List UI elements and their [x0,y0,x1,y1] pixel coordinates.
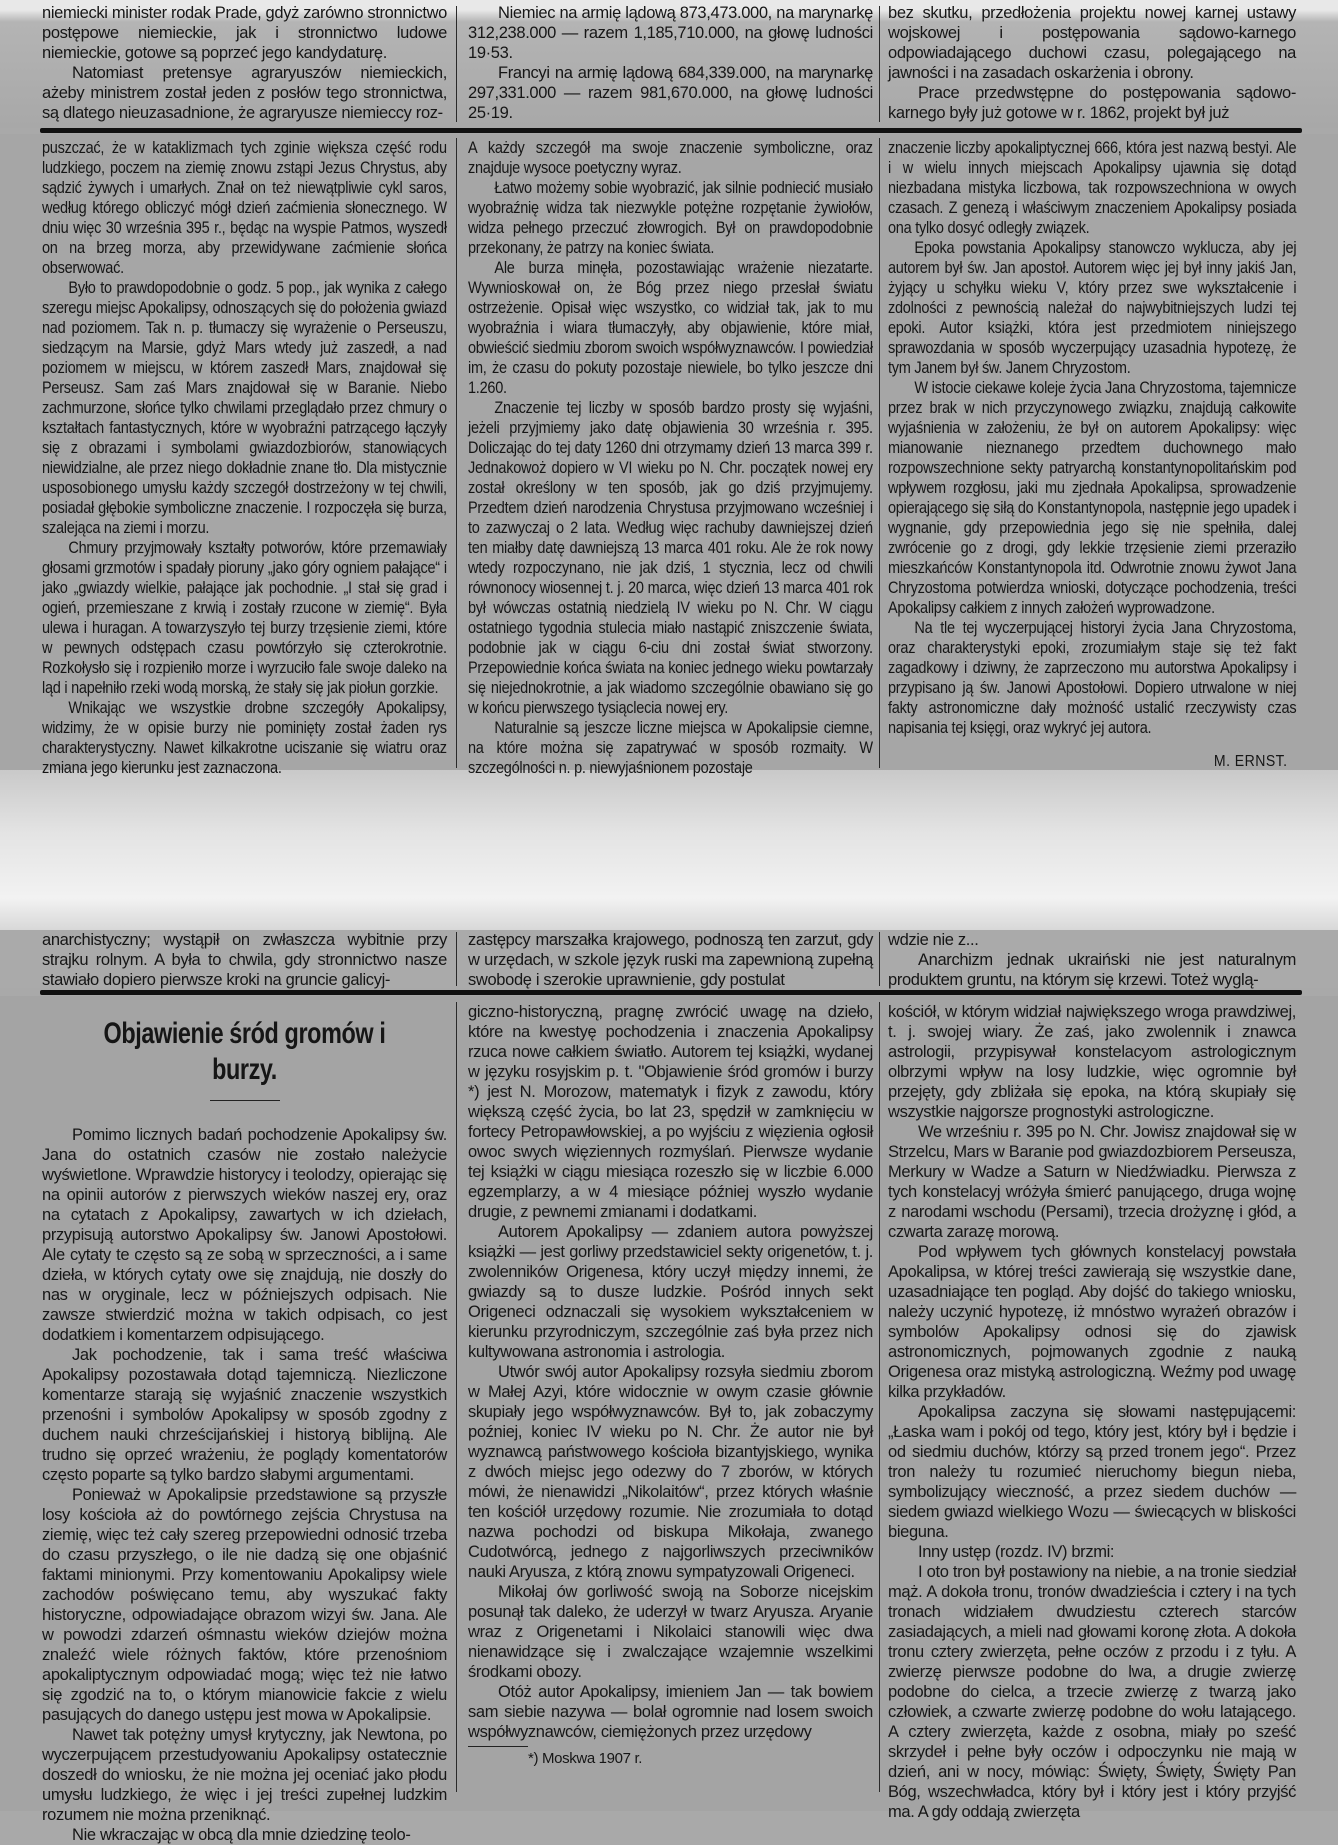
upper-column-1 [42,138,447,778]
paragraph: Natomiast pretensye agraryuszów niemieckich, ażeby ministrem został jeden z posłów tego stronnictwa, są dlatego nieuzasadnione, że agraryusze niemieccy roz- [42,64,447,122]
paragraph: anarchistyczny; wystąpił on zwłaszcza wybitnie przy strajku rolnym. A była to chwila, gdy stronnictwo nasze stawiało dopiero pierwsze kroki na gruncie galicyj- [42,931,447,989]
top-column-3 [888,3,1296,125]
strip-column-2 [468,930,873,990]
paragraph: Francyi na armię lądową 684,339.000, na marynarkę 297,331.000 — razem 981,670.000, na głowę ludności 25·19. [468,64,873,122]
paragraph: kościół, w którym widział największego wroga prawdziwej, t. j. swojej wiary. Że zaś, jako zwolennik i znawca astrologii, przypisywał konstelacyom astrologicznym olbrzymi wpływ na losy ludzkie, więc ogromnie był przejęty, gdy zbliżała się epoka, na którą skupiały się wszystkie najgorsze prognostyki astrologiczne. [888,1003,1296,1121]
column-divider [879,1002,880,1792]
paragraph: Nie wkraczając w obcą dla mnie dziedzinę teolo- [72,1826,411,1844]
paragraph: Epoka powstania Apokalipsy stanowczo wyklucza, aby jej autorem był św. Jan apostoł. Autorem więc jej był inny jakiś Jan, żyjący u schyłku wieku V, który przez swe wykształcenie i zdolności z pewnością należał do najwybitniejszych ludzi tej epoki. Autor książki, która jest przedmiotem niniejszego sprawozdania w sposób wyczerpujący uzasadnia hypotezę, że tym Janem był św. Janem Chryzostom. [888,239,1297,377]
column-divider [456,1002,457,1792]
column-divider [879,6,880,122]
paragraph: niemiecki minister rodak Prade, gdyż zarówno stronnictwo postępowe niemieckie, jak i stronnictwo ludowe niemieckie, gotowe są poprzeć jego kandydaturę. [42,4,447,62]
article-title: Objawienie śród gromów i burzy. [103,1017,386,1086]
upper-column-3 [888,138,1296,772]
column-divider [456,932,457,986]
paragraph: Na tle tej wyczerpującej historyi życia Jana Chryzostoma, oraz charakterystyki epoki, zrozumiałym staje się też fakt zagadkowy i dziwny, że zaprzeczono mu autorstwa Apokalipsy i przypisano ją św. Janowi Apostołowi. Dopiero utrwalone w niej fakty astronomiczne dały możność ustalić rzeczywisty czas napisania tej księgi, oraz wykryć jej autora. [888,619,1297,737]
strip-column-1 [42,930,447,990]
paragraph: znaczenie liczby apokaliptycznej 666, która jest nazwą bestyi. Ale i w wielu innych miejscach Apokalipsy ujawnia się dotąd niezbadana mistyka liczbowa, tak rozpowszechniona w owych czasach. Z genezą i właściwym znaczeniem Apokalipsy posiada ona tylko dosyć odległy związek. [888,139,1297,237]
paragraph: W istocie ciekawe koleje życia Jana Chryzostoma, tajemnicze przez brak w nich przyczynowego związku, znajdują całkowite wyjaśnienia w założeniu, że był on autorem Apokalipsy: więc mianowanie nieznanego przedtem duchownego mało rozpowszechnione sekty patryarchą konstantynopolitańskim pod wpływem rozgłosu, jaki mu zjednała Apokalipsa, sprowadzenie opierającego się siłą do Konstantynopola, następnie jego upadek i wygnanie, gdy przepowiednia jego się nie spełniła, dalej zwrócenie go z drogi, gdy lekkie trzęsienie ziemi przeraziło mieszkańców Konstantynopola itd. Odwrotnie znowu żywot Jana Chryzostoma potwierdza wnioski, dotyczące pochodzenia, treści Apokalipsy całkiem z innych założeń wyprowadzone. [888,379,1297,617]
paragraph: Mikołaj ów gorliwość swoją na Soborze nicejskim posunął tak daleko, że uderzył w twarz Aryusza. Aryanie wraz z Origenetami i Nikolaici stanowili więc dwa nienawidzące się i zwalczające wzajemnie wszelkimi środkami obozy. [468,1583,873,1681]
paragraph: wdzie nie z... [888,931,979,949]
paragraph: Otóż autor Apokalipsy, imieniem Jan — tak bowiem sam siebie nazywa — bolał ogromnie nad losem swoich współwyznawców, ciemiężonych przez urzędowy [468,1683,873,1741]
paragraph: Autorem Apokalipsy — zdaniem autora powyższej książki — jest gorliwy przedstawiciel sekty origenetów, t. j. zwolenników Origenesa, który uczył między innemi, że gwiazdy są to dusze ludzkie. Pośród innych sekt Origeneci odznaczali się wysokiem wykształceniem w kierunku przyrodniczym, szczególnie zaś była przez nich kultywowana astronomia i astrologia. [468,1223,873,1361]
page-gap [0,770,1338,930]
footnote: *) Moskwa 1907 r. [528,1750,643,1767]
paragraph: puszczać, że w kataklizmach tych zginie większa część rodu ludzkiego, poczem na ziemię znowu zstąpi Jezus Chrystus, aby sądzić żywych i umarłych. Znał on też niewątpliwie cykl saros, według którego obliczyć mógł dzień zaćmienia słonecznego. W dniu więc 30 września 395 r., będąc na wyspie Patmos, wyszedł on na brzeg morza, aby przewidywane zaćmienie słońca obserwować. [42,139,447,277]
section-rule [40,128,1302,133]
article-section [0,996,1338,1844]
paragraph: Pod wpływem tych głównych konstelacyj powstała Apokalipsa, w której treści zawierają się wszystkie dane, uzasadniające ten pogląd. Aby dojść do takiego wniosku, należy uczynić hypotezę, iż mnóstwo wyrażeń obrazów i symbolów Apokalipsy odnosi się do zjawisk astronomicznych, pojmowanych zgodnie z nauką Origenesa oraz mistyką astrologiczną. Weźmy pod uwagę kilka przykładów. [888,1243,1296,1401]
paragraph: Łatwo możemy sobie wyobrazić, jak silnie podniecić musiało wyobraźnię widza tak niezwykle potężne rozpętanie żywiołów, widza pełnego przeczuć złowrogich. Był on prawdopodobnie przekonany, że patrzy na koniec świata. [468,179,873,257]
paragraph: zastępcy marszałka krajowego, podnoszą ten zarzut, gdy w urzędach, w szkole język ruski ma zapewnioną zupełną swobodę i szerokie uprawnienie, gdy postulat [468,931,873,989]
paragraph: Anarchizm jednak ukraiński nie jest naturalnym produktem gruntu, na którym się krzewi. Toteż wyglą- [888,951,1296,989]
paragraph: Pomimo licznych badań pochodzenie Apokalipsy św. Jana do ostatnich czasów nie zostało należycie wyświetlone. Wprawdzie historycy i teolodzy, opierając się na opinii autorów z pierwszych wieków naszej ery, oraz na cytatach z Apokalipsy, zawartych w ich dziełach, przypisują autorstwo Apokalipsy św. Janowi Apostołowi. Ale cytaty te często są ze sobą w sprzeczności, a i same dzieła, w których cytaty owe się znajdują, nie doszły do nas w oryginale, lecz w późniejszych odpisach. Nie zawsze stwierdzić można w takich odpisach, co jest dodatkiem i komentarzem odpisującego. [42,1126,447,1344]
paragraph: Wnikając we wszystkie drobne szczegóły Apokalipsy, widzimy, że w opisie burzy nie pominięty został żaden rys charakterystyczny. Nawet kilkakrotne uciszanie się wiatru oraz zmiana jego kierunku jest zaznaczona. [42,699,447,777]
top-fragment-section [0,0,1338,128]
top-column-1 [42,3,447,125]
paragraph: Prace przedwstępne do postępowania sądowo-karnego były już gotowe w r. 1862, projekt był już [888,84,1296,122]
paragraph: Ponieważ w Apokalipsie przedstawione są przyszłe losy kościoła aż do powtórnego zejścia Chrystusa na ziemię, więc też cały szereg przepowiedni odnosić trzeba do czasu przyszłego, o ile nie dadzą się one objaśnić faktami minionymi. Przy komentowaniu Apokalipsy wiele zachodów poświęcano temu, aby wyszukać fakty historyczne, odpowiadające obrazom wizyi św. Jana. Ale w powodzi zdarzeń ośmnastu wieków dziejów można znaleźć wiele różnych faktów, które przenośniom apokaliptycznym odpowiadać mogą; więc też nie łatwo się zgodzić na to, o którym mianowicie fakcie z wielu pasujących do danego ustępu jest mowa w Apokalipsie. [42,1486,447,1724]
title-rule [210,1100,280,1101]
column-divider [456,138,457,768]
top-column-2 [468,3,873,125]
paragraph: We wrześniu r. 395 po N. Chr. Jowisz znajdował się w Strzelcu, Mars w Baranie pod gwiazdozbiorem Perseusza, Merkury w Wadze a Saturn w Niedźwiadku. Pierwsza z tych konstelacyj wróżyła śmierć panującego, druga wojnę z narodami wschodu (Persami), trzecia drożyznę i głód, a czwarta zarazę morową. [888,1123,1296,1241]
paragraph: Znaczenie tej liczby w sposób bardzo prosty się wyjaśni, jeżeli przyjmiemy jako datę objawienia 30 września r. 395. Doliczając do tej daty 1260 dni otrzymamy dzień 13 marca 399 r. Jednakowoż dopiero w VI wieku po N. Chr. początek nowej ery został określony w ten sposób, jak go dziś przyjmujemy. Przedtem dzień narodzenia Chrystusa przyjmowano wcześniej i to zazwyczaj o 2 lata. Według więc rachuby dawniejszej dzień ten miałby datę dawniejszą 13 marca 401 roku. Ale że rok nowy wtedy rozpoczynano, nie jak dziś, 1 stycznia, lecz od chwili równonocy wiosennej t. j. 20 marca, więc dzień 13 marca 401 rok był wówczas ostatnią niedzielą IV wieku po N. Chr. W ciągu ostatniego tygodnia stulecia miało nastąpić zniszczenie świata, podobnie jak w ciągu 6-ciu dni został świat stworzony. Przepowiednie końca świata na koniec jednego wieku powtarzały się niejednokrotnie, a jak wiadomo szczególnie obawiano się go w końcu pierwszego tysiąclecia nowej ery. [468,399,873,717]
strip-section [0,930,1338,988]
strip-column-3 [888,930,1296,990]
paragraph: Chmury przyjmowały kształty potworów, które przemawiały głosami grzmotów i spadały pioruny „jako góry ogniem pałające“ i jako „gwiazdy wielkie, pałające jak pochodnie. „I stał się grad i ogień, przemieszane z krwią i zostały rzucone w ziemię“. Była ulewa i huragan. A towarzyszyło tej burzy trzęsienie ziemi, które w pewnych odstępach czasu powtórzyło się czterokrotnie. Rozkołysło się i rozpieniło morze i wyrzuciło fale swoje daleko na ląd i napełniło rzeki wodą morską, że stały się jak piołun gorzkie. [42,539,447,697]
main-upper-section [0,134,1338,777]
paragraph: Inny ustęp (rozdz. IV) brzmi: [918,1543,1115,1561]
paragraph: A każdy szczegół ma swoje znaczenie symboliczne, oraz znajduje wysoce poetyczny wyraz. [468,139,873,177]
article-column-1 [42,1002,447,1844]
paragraph: giczno-historyczną, pragnę zwrócić uwagę na dzieło, które na kwestyę pochodzenia i znaczenia Apokalipsy rzuca nowe całkiem światło. Autorem tej książki, wydanej w języku rosyjskim p. t. "Objawienie śród gromów i burzy *) jest N. Morozow, matematyk i fizyk z zawodu, który większą część życia, bo lat 23, spędził w zamknięciu w fortecy Petropawłowskiej, a po wyjściu z więzienia ogłosił owoc swych więziennych rozmyślań. Pierwsze wydanie tej książki w ciągu miesiąca rozeszło się w liczbie 6.000 egzemplarzy, a w 4 miesiące później wyszło wydanie drugie, z pewnemi zmianami i dodatkami. [468,1003,873,1221]
paragraph: Nawet tak potężny umysł krytyczny, jak Newtona, po wyczerpującem przestudyowaniu Apokalipsy ostatecznie doszedł do wniosku, że nie można jej oceniać jako płodu umysłu ludzkiego, że więc i jej treści zupełnej ludzkim rozumem nie można przeniknąć. [42,1726,447,1824]
paragraph: Apokalipsa zaczyna się słowami następującemi: „Łaska wam i pokój od tego, który jest, który był i będzie i od siedmiu duchów, którzy są przed tronem jego“. Przez tron należy tu rozumieć nieruchomy biegun nieba, symbolizujący wieczność, a przez siedem duchów — siedem gwiazd wielkiego Wozu — świecących w bliskości bieguna. [888,1403,1296,1541]
author-signature: M. ERNST. [1213,753,1288,770]
paragraph: I oto tron był postawiony na niebie, a na tronie siedział mąż. A dokoła tronu, tronów dwadzieścia i cztery i na tych tronach widziałem dwudziestu czterech starców zasiadających, a mieli nad głowami koronę złota. A dokoła tronu cztery zwierzęta, pełne oczów z przodu i z tyłu. A zwierzę pierwsze podobne do lwa, a drugie zwierzę podobne do cielca, a trzecie zwierzę z twarzą jako człowiek, a czwarte zwierzę podobne do wołu latającego. A cztery zwierzęta, każde z osobna, miały po sześć skrzydeł i pełne były oczów i odpoczynku nie mają w dzień, ani w nocy, mówiąc: Święty, Święty, Święty Pan Bóg, wszechwładca, który był i który jest i który przyjść ma. A gdy oddają zwierzęta [888,1563,1296,1821]
paragraph: Utwór swój autor Apokalipsy rozsyła siedmiu zborom w Małej Azyi, które widocznie w owym czasie głównie skupiały jego współwyznawców. Był to, jak zobaczymy poźniej, koniec IV wieku po N. Chr. Że autor nie był wyznawcą państwowego kościoła bizantyjskiego, wynika z dwóch miejsc jego odezwy do 7 zborów, w których mówi, że nienawidzi „Nikolaitów“, przez których właśnie ten kościół urzędowy rozumie. Nie zrozumiała to dotąd nazwa pochodzi od biskupa Mikołaja, zwanego Cudotwórcą, jednego z najgorliwszych przeciwników nauki Aryusza, z którą znowu sympatyzowali Origeneci. [468,1363,873,1581]
footnote-rule [468,1746,528,1747]
column-divider [456,6,457,122]
article-column-2 [468,1002,873,1807]
section-rule [40,990,1302,995]
paragraph: bez skutku, przedłożenia projektu nowej karnej ustawy wojskowej i postępowania sądowo-karnego odpowiadającego duchowi czasu, polegającego na jawności i na zasadach oskarżenia i obrony. [888,4,1296,82]
paragraph: Naturalnie są jeszcze liczne miejsca w Apokalipsie ciemne, na które można się zapatrywać w sposób rozmaity. W szczególności n. p. niewyjaśnionem pozostaje [468,719,873,777]
paragraph: Było to prawdopodobnie o godz. 5 pop., jak wynika z całego szeregu miejsc Apokalipsy, odnoszących się do położenia gwiazd nad poziomem. Tak n. p. tłumaczy się wyrażenie o Perseuszu, siedzącym na Marsie, gdyż Mars wtedy już zaszedł, a nad poziomem w miejscu, w którem zaszedł Mars, znajdował się Perseusz. Sam zaś Mars znajdował się w Baranie. Niebo zachmurzone, słońce tylko chwilami przeglądało przez chmury o kształtach fantastycznych, które w wyobraźni patrzącego łączyły się z obrazami i symbolami gwiazdozbiorów, stanowiących niewidzialne, ale przez niego dokładnie znane tło. Dla mistycznie usposobionego umysłu każdy szczegół dostrzeżony w tej chwili, posiadał głębokie symboliczne znaczenie. I rozpoczęła się burza, szalejąca na ziemi i morzu. [42,279,447,537]
column-divider [879,932,880,986]
paragraph: Ale burza minęła, pozostawiając wrażenie niezatarte. Wywnioskował on, że Bóg przez niego przesłał światu ostrzeżenie. Opisał więc wszystko, co widział tak, jak to mu wyobraźnia i wiara tłumaczyły, aby objawienie, które miał, obwieścić siedmiu zborom swoich współwyznawców. I powiedział im, że czasu do pokuty pozostaje niewiele, bo tylko jeszcze dni 1.260. [468,259,873,397]
column-divider [879,138,880,768]
upper-column-2 [468,138,873,778]
article-column-3 [888,1002,1296,1821]
paragraph: Niemiec na armię lądową 873,473.000, na marynarkę 312,238.000 — razem 1,185,710.000, na głowę ludności 19·53. [468,4,873,62]
paragraph: Jak pochodzenie, tak i sama treść właściwa Apokalipsy pozostawała dotąd tajemniczą. Niezliczone komentarze starają się wyjaśnić znaczenie wszystkich przenośni i symbolów Apokalipsy w sposób zgodny z duchem nauki chrześcijańskiej i historyą biblijną. Ale trudno się oprzeć wrażeniu, że poglądy komentatorów często poparte są tylko bardzo słabymi argumentami. [42,1346,447,1484]
